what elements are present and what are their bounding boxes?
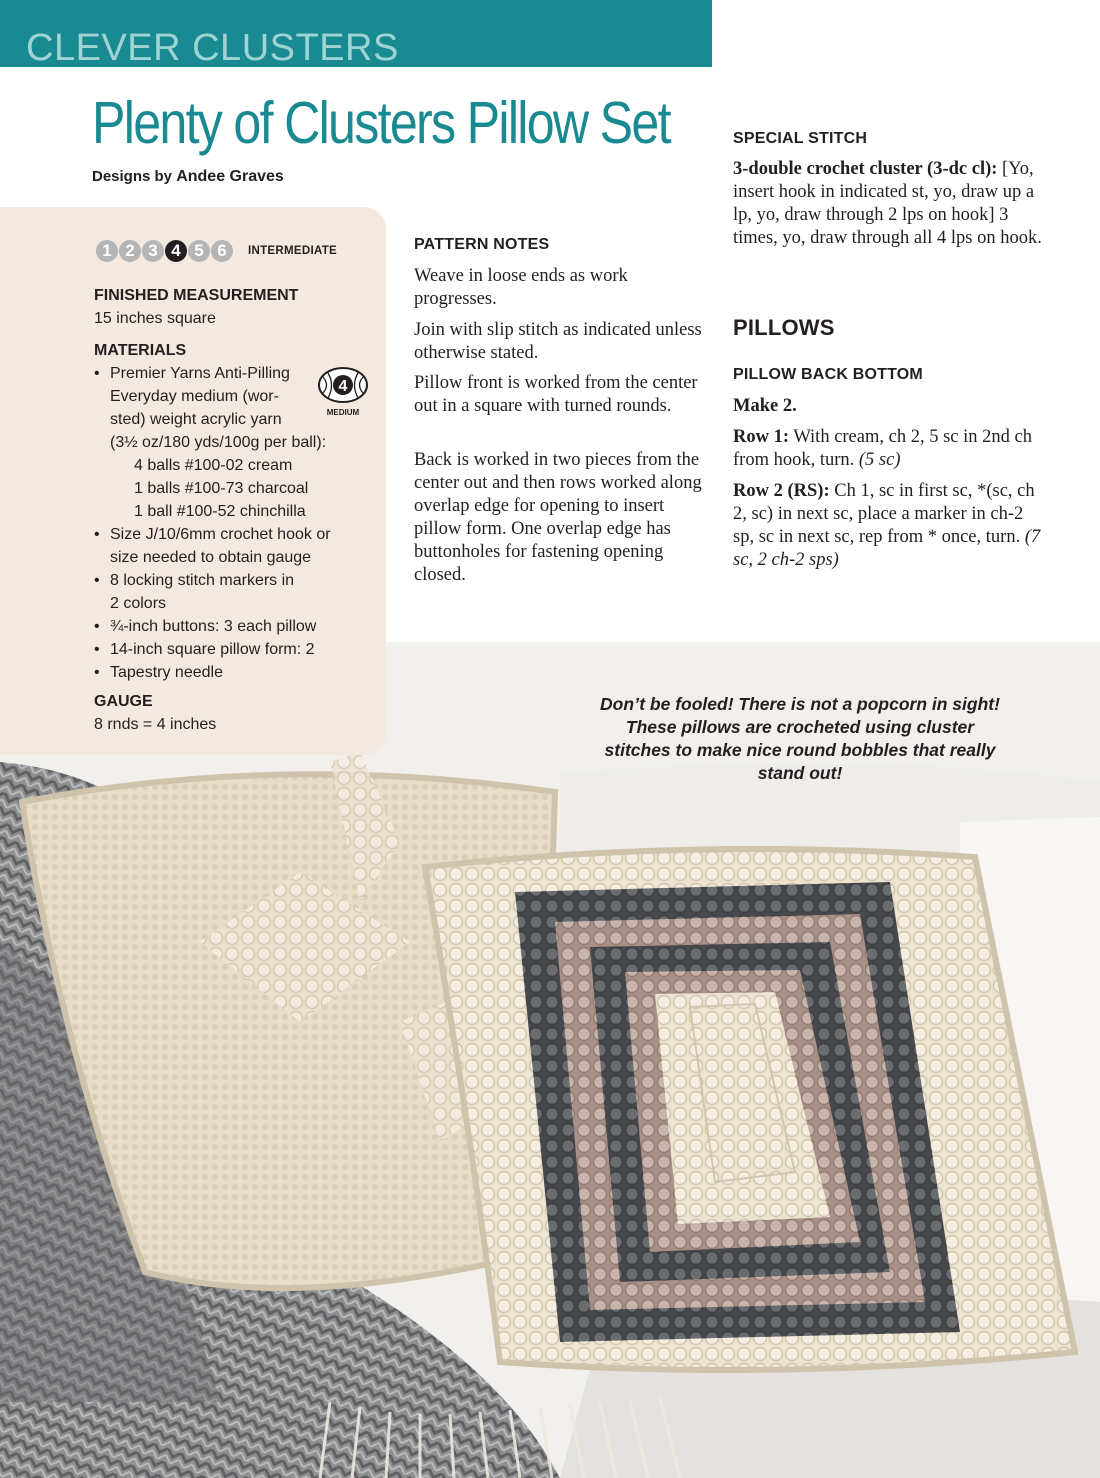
materials-item: Everyday medium (wor- (110, 388, 279, 405)
materials-item: • Size J/10/6mm crochet hook or (94, 523, 384, 546)
page-title: Plenty of Clusters Pillow Set (92, 90, 670, 156)
skill-level-6-icon: 6 (211, 240, 233, 262)
row-2-text: Ch 1, sc in first sc, *(sc, ch 2, sc) in next sc, place a marker in ch-2 sp, sc in next sc, rep from * once, turn. (733, 481, 1035, 547)
special-stitch-text (733, 158, 1043, 250)
skill-level-3-icon: 3 (142, 240, 164, 262)
row-1-count: (5 sc) (858, 450, 901, 470)
section-header-bar (0, 0, 712, 67)
pattern-notes-heading: PATTERN NOTES (414, 236, 550, 253)
pattern-note-4: Back is worked in two pieces from the center out and then rows worked along overlap edge for opening to insert pillow form. One overlap edge has buttonholes for fastening opening closed. (414, 450, 702, 585)
skill-level-5-icon: 5 (188, 240, 210, 262)
skill-level (96, 240, 337, 262)
materials-item: 1 ball #100-52 chinchilla (134, 503, 306, 520)
row-2-count: (7 sc, 2 ch-2 sps) (733, 527, 1041, 570)
pillow-back-bottom-heading: PILLOW BACK BOTTOM (733, 366, 923, 383)
make-count (733, 395, 1043, 418)
materials-heading: MATERIALS (94, 342, 187, 359)
materials-item: • 14-inch square pillow form: 2 (94, 638, 384, 661)
materials-item: 2 colors (110, 595, 167, 612)
photo-caption: Don’t be fooled! There is not a popcorn in sight! These pillows are crocheted using cluster stitches to make nice round bobbles that really stand out! (600, 694, 1000, 783)
materials-item: • Premier Yarns Anti-Pilling (94, 362, 384, 385)
special-stitch-definition: [Yo, insert hook in indicated st, yo, draw up a lp, yo, draw through 2 lps on hook] 3 times, yo, draw through all 4 lps on hook. (733, 159, 1042, 248)
materials-item: • 8 locking stitch markers in (94, 569, 384, 592)
materials-item: • ¾-inch buttons: 3 each pillow (94, 615, 384, 638)
pattern-note-1: Weave in loose ends as work progresses. (414, 266, 628, 309)
yarn-weight-icon (316, 365, 370, 419)
materials-item: sted) weight acrylic yarn (110, 411, 282, 428)
materials-item: • Tapestry needle (94, 661, 384, 684)
section-label: CLEVER CLUSTERS (26, 27, 399, 69)
special-stitch-heading: SPECIAL STITCH (733, 130, 868, 147)
skill-level-2-icon: 2 (119, 240, 141, 262)
byline (92, 168, 284, 186)
materials-item: (3½ oz/180 yds/100g per ball): (110, 434, 327, 451)
gauge-value: 8 rnds = 4 inches (94, 716, 217, 733)
skill-level-1-icon: 1 (96, 240, 118, 262)
pattern-note-3: Pillow front is worked from the center out in a square with turned rounds. (414, 373, 698, 416)
yarn-weight-number: 4 (338, 378, 348, 395)
row-1-label: Row 1: (733, 427, 790, 447)
designer-name: Andee Graves (176, 168, 284, 185)
row-1-text: With cream, ch 2, 5 sc in 2nd ch from hook, turn. (733, 427, 1032, 470)
skill-level-label: INTERMEDIATE (248, 245, 337, 257)
byline-prefix: Designs by (92, 168, 173, 185)
yarn-weight-label: MEDIUM (326, 408, 360, 417)
skill-level-4-icon: 4 (165, 240, 187, 262)
make-count-text: Make 2. (733, 396, 797, 416)
materials-item: size needed to obtain gauge (110, 549, 312, 566)
materials-item: 1 balls #100-73 charcoal (134, 480, 309, 497)
row-1 (733, 426, 1043, 472)
pillows-heading: PILLOWS (733, 315, 835, 340)
finished-measurement-heading: FINISHED MEASUREMENT (94, 287, 299, 304)
row-2-label: Row 2 (RS): (733, 481, 830, 501)
special-stitch-term: 3-double crochet cluster (3-dc cl): (733, 159, 998, 179)
row-2 (733, 480, 1043, 572)
pattern-note-2: Join with slip stitch as indicated unless otherwise stated. (414, 320, 702, 363)
finished-measurement-value: 15 inches square (94, 310, 216, 327)
materials-item: 4 balls #100-02 cream (134, 457, 293, 474)
gauge-heading: GAUGE (94, 693, 153, 710)
